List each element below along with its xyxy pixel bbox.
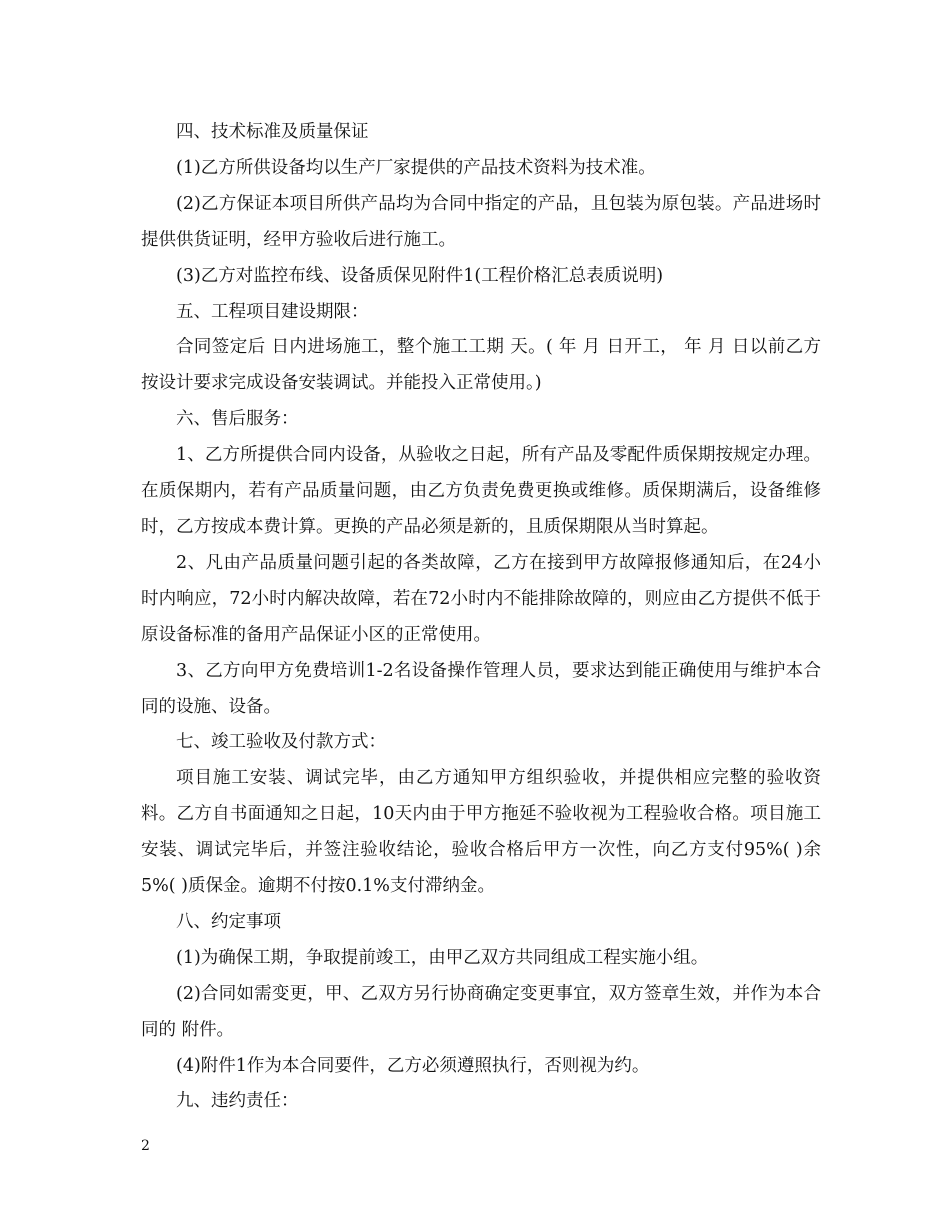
paragraph-training: 3、乙方向甲方免费培训1-2名设备操作管理人员，要求达到能正确使用与维护本合同的设施、设备。 — [141, 660, 821, 717]
paragraph-construction-schedule: 合同签定后 日内进场施工，整个施工工期 天。( 年 月 日开工， 年 月 日以前乙方按设计要求完成设备安装调试。并能投入正常使用。) — [141, 337, 821, 394]
section-heading-breach-liability: 九、违约责任： — [176, 1091, 299, 1112]
paragraph-warranty-service: 1、乙方所提供合同内设备，从验收之日起，所有产品及零配件质保期按规定办理。在质保期内，若有产品质量问题，由乙方负责免费更换或维修。质保期满后，设备维修时，乙方按成本费计算。更换的产品必须是新的，且质保期限从当时算起。 — [141, 445, 821, 537]
paragraph-product-guarantee: (2)乙方保证本项目所供产品均为合同中指定的产品，且包装为原包装。产品进场时提供供货证明，经甲方验收后进行施工。 — [141, 193, 821, 250]
document-body — [141, 115, 821, 1120]
paragraph-acceptance-payment: 项目施工安装、调试完毕，由乙方通知甲方组织验收，并提供相应完整的验收资料。乙方自书面通知之日起，10天内由于甲方拖延不验收视为工程验收合格。项目施工安装、调试完毕后，并签注验收结论，验收合格后甲方一次性，向乙方支付95%( )余5%( )质保金。逾期不付按0.1%支付滞纳金。 — [141, 768, 821, 897]
paragraph-fault-response: 2、凡由产品质量问题引起的各类故障，乙方在接到甲方故障报修通知后，在24小时内响应，72小时内解决故障，若在72小时内不能排除故障的，则应由乙方提供不低于原设备标准的备用产品保证小区的正常使用。 — [141, 552, 821, 645]
section-heading-after-sales: 六、售后服务： — [176, 409, 299, 430]
page-number: 2 — [141, 1138, 150, 1154]
paragraph-contract-change: (2)合同如需变更，甲、乙双方另行协商确定变更事宜，双方签章生效，并作为本合同的 附件。 — [141, 983, 821, 1040]
paragraph-implementation-team: (1)为确保工期，争取提前竣工，由甲乙双方共同组成工程实施小组。 — [176, 947, 709, 968]
paragraph-technical-materials: (1)乙方所供设备均以生产厂家提供的产品技术资料为技术准。 — [176, 157, 656, 178]
section-heading-construction-period: 五、工程项目建设期限： — [176, 301, 369, 322]
section-heading-technical-standards: 四、技术标准及质量保证 — [176, 122, 369, 142]
paragraph-attachment-requirement: (4)附件1作为本合同要件，乙方必须遵照执行，否则视为约。 — [176, 1055, 650, 1076]
section-heading-acceptance-payment: 七、竣工验收及付款方式： — [176, 732, 386, 753]
paragraph-warranty-attachment: (3)乙方对监控布线、设备质保见附件1(工程价格汇总表质说明) — [176, 265, 664, 286]
section-heading-agreed-matters: 八、约定事项 — [176, 911, 281, 932]
